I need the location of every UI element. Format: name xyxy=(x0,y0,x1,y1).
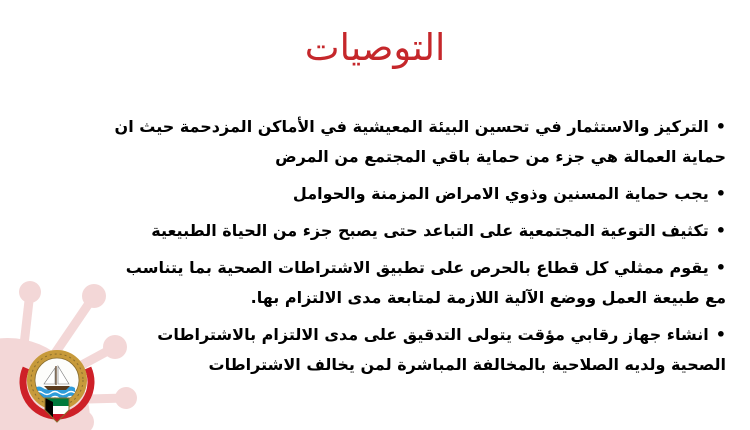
bullet-item xyxy=(106,179,726,209)
bullet-item xyxy=(106,216,726,246)
bullet-item xyxy=(106,112,726,172)
bullet-text: يقوم ممثلي كل قطاع بالحرص على تطبيق الاشتراطات الصحية بما يتناسب مع طبيعة العمل ووضع الآلية اللازمة لمتابعة مدى الالتزام بها. xyxy=(125,258,726,307)
recommendations-list xyxy=(106,112,726,387)
bullet-text: يجب حماية المسنين وذوي الامراض المزمنة والحوامل xyxy=(292,184,709,203)
bullet-marker: • xyxy=(715,184,726,203)
kuwait-coat-of-arms-icon xyxy=(16,342,98,426)
bullet-marker: • xyxy=(715,258,726,277)
bullet-text: التركيز والاستثمار في تحسين البيئة المعيشية في الأماكن المزدحمة حيث ان حماية العمالة هي جزء من حماية باقي المجتمع من المرض xyxy=(114,117,726,166)
bullet-text: انشاء جهاز رقابي مؤقت يتولى التدقيق على مدى الالتزام بالاشتراطات الصحية ولديه الصلاحية بالمخالفة المباشرة لمن يخالف الاشتراطات xyxy=(157,325,726,374)
bullet-marker: • xyxy=(715,117,726,136)
slide-title: التوصيات xyxy=(304,26,446,69)
bullet-item xyxy=(106,253,726,313)
bullet-text: تكثيف التوعية المجتمعية على التباعد حتى يصبح جزء من الحياة الطبيعية xyxy=(151,221,709,240)
bullet-item xyxy=(106,320,726,380)
bullet-marker: • xyxy=(715,325,726,344)
bullet-marker: • xyxy=(715,221,726,240)
